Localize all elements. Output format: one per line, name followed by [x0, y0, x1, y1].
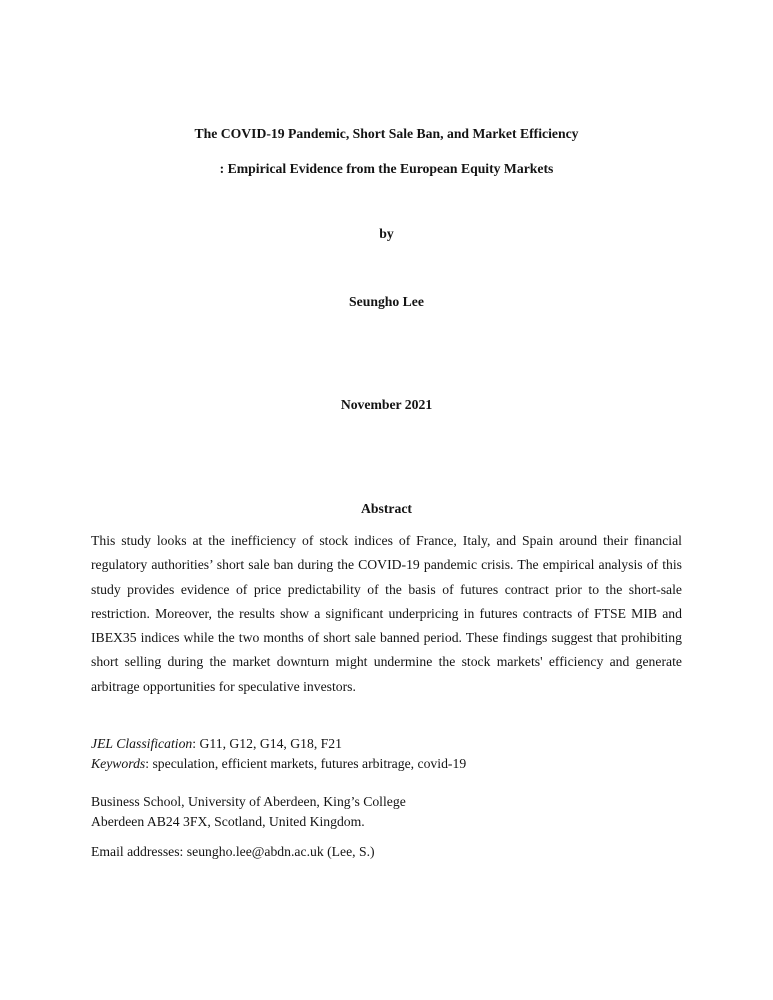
- affiliation-block: [91, 792, 682, 831]
- classification-block: [91, 734, 682, 773]
- abstract-line-5: IBEX35 indices while the two months of short sale banned period. These findings suggest that prohibiting: [91, 630, 682, 646]
- email-address-line: Email addresses: seungho.lee@abdn.ac.uk (Lee, S.): [91, 844, 375, 859]
- keywords-list: speculation, efficient markets, futures arbitrage, covid-19: [152, 755, 467, 771]
- abstract-line-3: study provides evidence of price predictability of the basis of futures contract prior to the short-sale: [91, 581, 682, 597]
- jel-separator: :: [192, 736, 200, 751]
- jel-codes: G11, G12, G14, G18, F21: [199, 736, 342, 751]
- abstract-line-6: short selling during the market downturn might undermine the stock markets' efficiency and generate: [91, 654, 682, 670]
- byline: by: [379, 226, 394, 241]
- author-name: Seungho Lee: [349, 294, 424, 309]
- abstract-paragraph: [91, 529, 682, 699]
- affiliation-line-2: Aberdeen AB24 3FX, Scotland, United Kingdom.: [91, 813, 365, 829]
- abstract-line-2: regulatory authorities’ short sale ban during the COVID-19 pandemic crisis. The empirical analysis of this: [91, 557, 682, 573]
- abstract-heading: Abstract: [361, 501, 412, 516]
- jel-label: JEL Classification: [91, 736, 193, 751]
- abstract-line-4: restriction. Moreover, the results show a significant underpricing in futures contracts of FTSE MIB and: [91, 605, 682, 621]
- abstract-line-7: arbitrage opportunities for speculative investors.: [91, 678, 356, 694]
- paper-title-line1: The COVID-19 Pandemic, Short Sale Ban, and Market Efficiency: [194, 126, 579, 141]
- keywords-label: Keywords: [91, 755, 146, 771]
- keywords-separator: :: [145, 755, 153, 771]
- keywords-line: [91, 754, 682, 774]
- abstract-line-1: This study looks at the inefficiency of stock indices of France, Italy, and Spain around their financial: [91, 533, 682, 548]
- publication-date: November 2021: [340, 397, 433, 412]
- paper-title-line2: : Empirical Evidence from the European Equity Markets: [219, 161, 554, 176]
- affiliation-line-1: Business School, University of Aberdeen, King’s College: [91, 794, 406, 809]
- jel-classification-line: [91, 734, 682, 754]
